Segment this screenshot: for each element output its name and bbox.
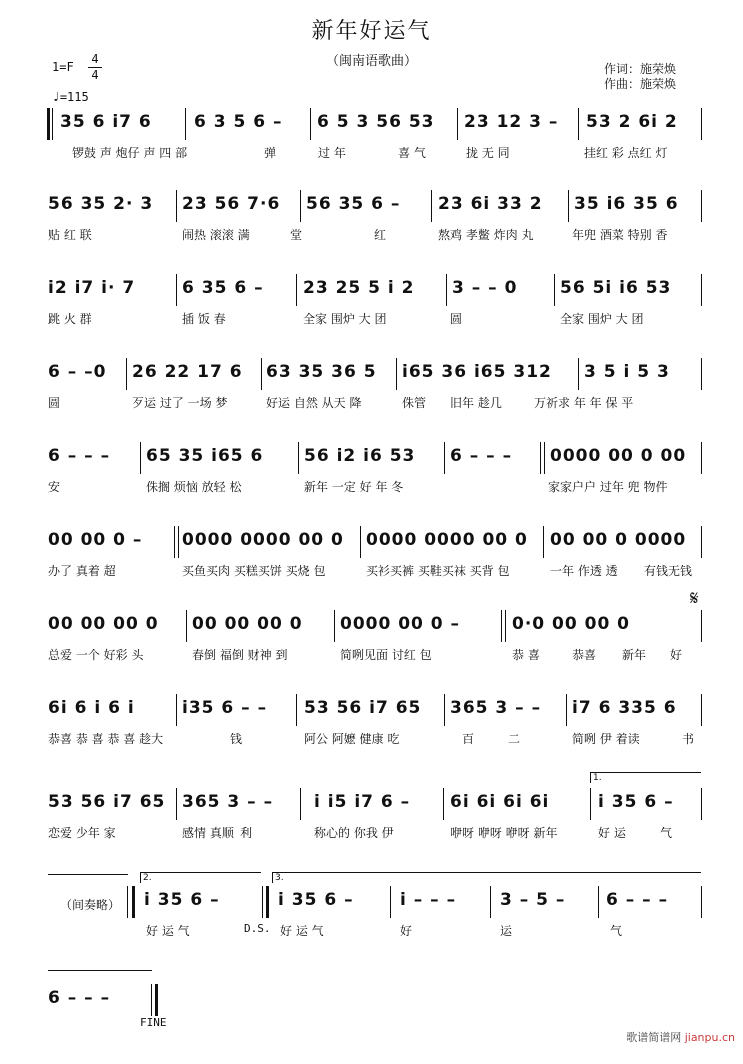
- lyric: 锣鼓 声 炮仔 声 四 部: [72, 146, 188, 160]
- measure: i i5 i7 6 –: [314, 792, 411, 812]
- lyric: 拢 无 同: [466, 146, 510, 160]
- measure: 6 – – –: [48, 988, 111, 1008]
- measure: i35 6 – –: [182, 698, 268, 718]
- measure: 0·0 00 00 0: [512, 614, 631, 634]
- lyric: 侏管: [402, 396, 427, 410]
- measure: 3 – – 0: [452, 278, 518, 298]
- lyric: 好 运: [598, 826, 626, 840]
- lyric: 歹运 过了 一场 梦: [132, 396, 228, 410]
- lyric: 闹热 滚滚 满: [182, 228, 250, 242]
- measure: 6 – –0: [48, 362, 107, 382]
- measure: 23 12 3 –: [464, 112, 559, 132]
- second-ending: 2.: [140, 872, 261, 883]
- measure: 56 35 6 –: [306, 194, 401, 214]
- lyric: 过 年: [318, 146, 346, 160]
- score-line: [0, 984, 743, 1064]
- measure: 365 3 – –: [450, 698, 542, 718]
- lyric: 百: [462, 732, 475, 746]
- measure: 3 5 i 5 3: [584, 362, 670, 382]
- measure: 23 25 5 i 2: [303, 278, 415, 298]
- measure: 63 35 36 5: [266, 362, 377, 382]
- measure: 6 – – –: [606, 890, 669, 910]
- time-top: 4: [88, 52, 102, 68]
- measure: 0000 00 0 00: [550, 446, 687, 466]
- lyric: 总爱 一个 好彩 头: [48, 648, 144, 662]
- song-title: 新年好运气: [311, 19, 432, 44]
- measure: 00 00 0 0000: [550, 530, 687, 550]
- lyric: 安: [48, 480, 61, 494]
- measure: i65 36 i65 312: [402, 362, 552, 382]
- score-line: [0, 773, 743, 868]
- lyric: 好 运 气: [280, 924, 324, 938]
- measure: 6 – – –: [48, 446, 111, 466]
- measure: 0000 00 0 –: [340, 614, 461, 634]
- measure: 6 35 6 –: [182, 278, 264, 298]
- measure: 6i 6 i 6 i: [48, 698, 135, 718]
- lyric: 办了 真着 超: [48, 564, 116, 578]
- lyric: 买衫买裤 买鞋买袜 买背 包: [366, 564, 510, 578]
- measure: 35 6 i7 6: [60, 112, 152, 132]
- lyric: 全家 围炉 大 团: [303, 312, 387, 326]
- measure: 56 i2 i6 53: [304, 446, 416, 466]
- lyric: 称心的 你我 伊: [314, 826, 394, 840]
- measure: 56 35 2· 3: [48, 194, 154, 214]
- lyric: 弹: [264, 146, 277, 160]
- measure: 00 00 0 –: [48, 530, 143, 550]
- measure: 56 5i i6 53: [560, 278, 672, 298]
- lyric: 圆: [48, 396, 61, 410]
- lyric: 恭喜: [572, 648, 597, 662]
- lyric: 好运 自然 从天 降: [266, 396, 362, 410]
- lyric: 旧年 趁几: [450, 396, 502, 410]
- lyric: 贴 红 联: [48, 228, 92, 242]
- measure: 0000 0000 00 0: [182, 530, 344, 550]
- lyric: 万祈求 年 年 保 平: [534, 396, 634, 410]
- third-ending: 3.: [272, 872, 701, 883]
- key-signature: 1=F: [52, 60, 74, 74]
- composer: 作曲：施荣焕: [604, 77, 677, 91]
- lyric: 一年 作透 透: [550, 564, 618, 578]
- measure: 6 5 3 56 53: [317, 112, 435, 132]
- measure: i2 i7 i· 7: [48, 278, 136, 298]
- lyric: 全家 围炉 大 团: [560, 312, 644, 326]
- lyric: 恭 喜: [512, 648, 540, 662]
- lyric: 红: [374, 228, 387, 242]
- measure: i 35 6 –: [598, 792, 674, 812]
- lyric: 年兜 酒菜 特别 香: [572, 228, 668, 242]
- lyric: 简咧见面 讨红 包: [340, 648, 432, 662]
- segno-icon: 𝄋: [690, 586, 699, 610]
- lyric: 插 饭 春: [182, 312, 226, 326]
- score-line: [0, 526, 743, 606]
- measure: i 35 6 –: [278, 890, 354, 910]
- measure: 23 6i 33 2: [438, 194, 543, 214]
- score-line: [0, 442, 743, 522]
- tempo-marking: [52, 90, 89, 105]
- score-line: [0, 586, 743, 690]
- lyric: 堂: [290, 228, 303, 242]
- measure: 53 56 i7 65: [304, 698, 422, 718]
- watermark-url: jianpu.cn: [684, 1031, 735, 1044]
- measure: 0000 0000 00 0: [366, 530, 528, 550]
- lyric: 咿呀 咿呀 咿呀 新年: [450, 826, 558, 840]
- score-line: [0, 190, 743, 270]
- score-line: [0, 694, 743, 774]
- lyric: 春倒 福倒 财神 到: [192, 648, 288, 662]
- lyric: 新年: [622, 648, 647, 662]
- lyric: 钱: [230, 732, 243, 746]
- lyric: 新年 一定 好 年 冬: [304, 480, 404, 494]
- lyric: 感情 真顺: [182, 826, 234, 840]
- measure: 23 56 7·6: [182, 194, 281, 214]
- lyric: 利: [240, 826, 253, 840]
- score-line: [0, 873, 743, 966]
- measure: 3 – 5 –: [500, 890, 566, 910]
- song-subtitle: （闽南语歌曲）: [325, 54, 417, 69]
- measure: 6 – – –: [450, 446, 513, 466]
- lyric: 跳 火 群: [48, 312, 92, 326]
- first-ending: 1.: [590, 772, 701, 783]
- fine-marking: FINE: [140, 1016, 167, 1029]
- quarter-note-icon: ♩: [52, 90, 60, 105]
- credits: [604, 62, 676, 92]
- measure: i – – –: [400, 890, 457, 910]
- lyric: 恋爱 少年 家: [48, 826, 116, 840]
- lyric: 二: [508, 732, 521, 746]
- watermark: [626, 1029, 735, 1045]
- measure: 35 i6 35 6: [574, 194, 679, 214]
- lyric: 书: [682, 732, 695, 746]
- score-line: [0, 108, 743, 188]
- measure: i7 6 335 6: [572, 698, 677, 718]
- tempo-value: =115: [59, 90, 89, 104]
- watermark-site: 歌谱简谱网: [626, 1031, 682, 1044]
- score-line: [0, 274, 743, 354]
- lyric: 熬鸡 孝鳖 炸肉 丸: [438, 228, 534, 242]
- lyric: 圆: [450, 312, 463, 326]
- measure: i 35 6 –: [144, 890, 220, 910]
- lyric: 阿公 阿嬷 健康 吃: [304, 732, 400, 746]
- lyric: 好: [670, 648, 683, 662]
- time-bottom: 4: [91, 68, 99, 82]
- score-line: [0, 358, 743, 438]
- dal-segno: D.S.: [244, 922, 271, 935]
- lyric: 好 运 气: [146, 924, 190, 938]
- lyric: 家家户户 过年 兜 物件: [548, 480, 668, 494]
- measure: 6 3 5 6 –: [194, 112, 283, 132]
- lyricist: 作词：施荣焕: [604, 62, 677, 76]
- measure: 53 56 i7 65: [48, 792, 166, 812]
- lyric: 挂红 彩 点红 灯: [584, 146, 668, 160]
- measure: 365 3 – –: [182, 792, 274, 812]
- measure: 00 00 00 0: [48, 614, 159, 634]
- lyric: 买鱼买肉 买糕买饼 买烧 包: [182, 564, 326, 578]
- measure: 53 2 6i 2: [586, 112, 678, 132]
- lyric: 喜 气: [398, 146, 426, 160]
- lyric: 简咧 伊 着读: [572, 732, 640, 746]
- lyric: 气: [660, 826, 673, 840]
- lyric: 恭喜 恭 喜 恭 喜 趁大: [48, 732, 164, 746]
- measure: 26 22 17 6: [132, 362, 243, 382]
- interlude-label: （间奏略）: [60, 898, 121, 912]
- measure: 65 35 i65 6: [146, 446, 264, 466]
- lyric: 有钱无钱: [644, 564, 693, 578]
- time-signature: [88, 52, 102, 83]
- measure: 6i 6i 6i 6i: [450, 792, 550, 812]
- lyric: 运: [500, 924, 513, 938]
- measure: 00 00 00 0: [192, 614, 303, 634]
- lyric: 好: [400, 924, 413, 938]
- lyric: 侏搁 烦恼 放轻 松: [146, 480, 242, 494]
- lyric: 气: [610, 924, 623, 938]
